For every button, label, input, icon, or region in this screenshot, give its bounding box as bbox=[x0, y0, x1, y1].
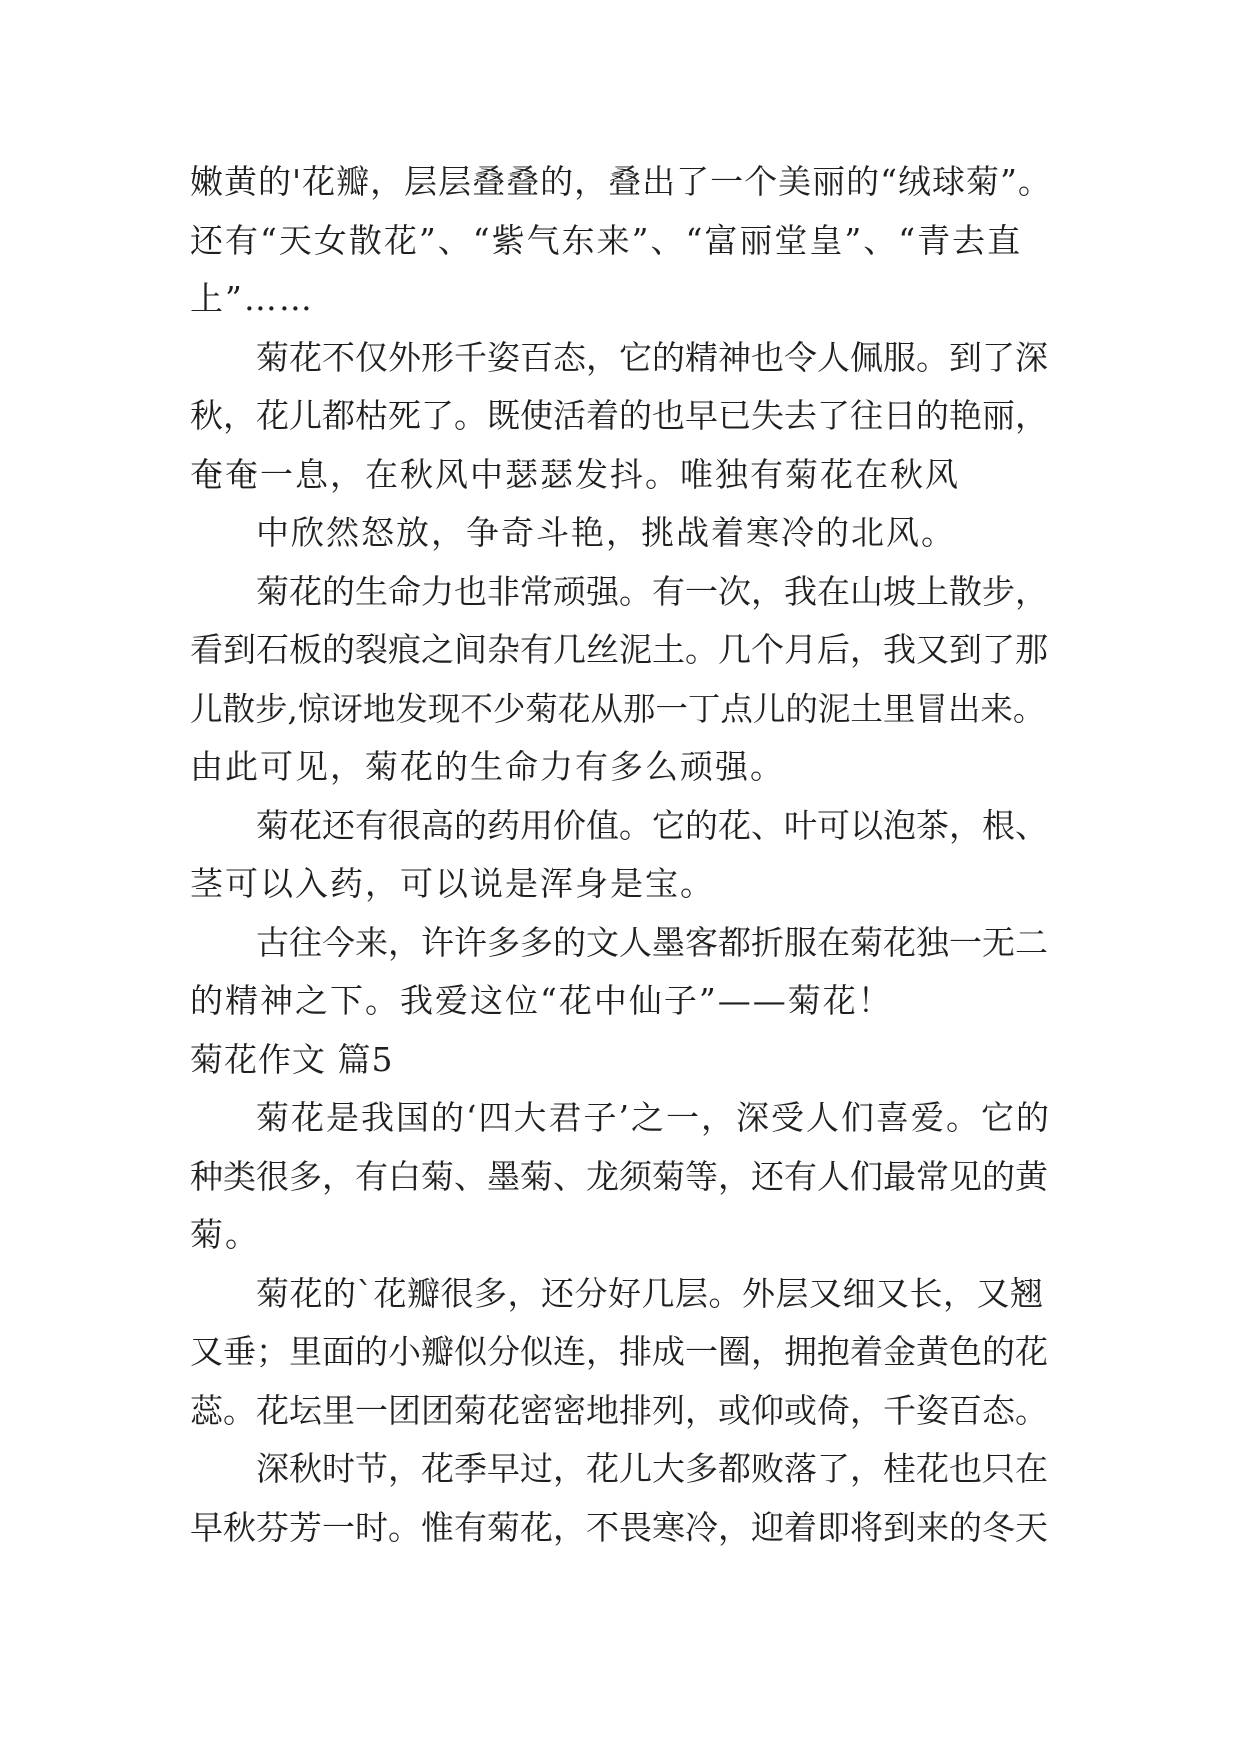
text-line-8: 菊花的生命力也非常顽强。有一次，我在山坡上散步， bbox=[256, 571, 1048, 611]
text-line-17: 菊花是我国的‘四大君子’之一，深受人们喜爱。它的 bbox=[256, 1098, 1051, 1137]
document-body bbox=[190, 160, 1055, 1564]
text-line-23: 深秋时节，花季早过，花儿大多都败落了，桂花也只在 bbox=[256, 1449, 1048, 1488]
text-line-7: 中欣然怒放，争奇斗艳，挑战着寒冷的北风。 bbox=[256, 513, 956, 552]
text-line-1: 嫩黄的'花瓣，层层叠叠的，叠出了一个美丽的“绒球菊”。 bbox=[190, 162, 1052, 201]
text-line-14: 古往今来，许许多多的文人墨客都折服在菊花独一无二 bbox=[256, 922, 1048, 962]
text-line-9: 看到石板的裂痕之间杂有几丝泥土。几个月后，我又到了那 bbox=[190, 630, 1048, 669]
text-line-12: 菊花还有很高的药用价值。它的花、叶可以泡茶，根、 bbox=[256, 805, 1048, 845]
text-line-18: 种类很多，有白菊、墨菊、龙须菊等，还有人们最常见的黄 bbox=[190, 1156, 1048, 1196]
text-line-3: 上”…… bbox=[190, 279, 314, 318]
text-line-15: 的精神之下。我爱这位“花中仙子”——菊花！ bbox=[190, 981, 893, 1020]
text-line-19: 菊。 bbox=[190, 1215, 260, 1254]
text-line-10: 儿散步,惊讶地发现不少菊花从那一丁点儿的泥土里冒出来。 bbox=[190, 689, 1046, 728]
section-heading: 菊花作文 篇5 bbox=[190, 1039, 394, 1079]
text-line-24: 早秋芬芳一时。惟有菊花，不畏寒冷，迎着即将到来的冬天 bbox=[190, 1507, 1048, 1547]
text-line-13: 茎可以入药，可以说是浑身是宝。 bbox=[190, 864, 715, 903]
text-line-20: 菊花的`花瓣很多，还分好几层。外层又细又长，又翘 bbox=[256, 1273, 1044, 1313]
text-line-6: 奄奄一息，在秋风中瑟瑟发抖。唯独有菊花在秋风 bbox=[190, 454, 960, 494]
text-line-2: 还有“天女散花”、“紫气东来”、“富丽堂皇”、“青去直 bbox=[190, 220, 1023, 260]
text-line-11: 由此可见，菊花的生命力有多么顽强。 bbox=[190, 747, 785, 786]
text-line-21: 又垂；里面的小瓣似分似连，排成一圈，拥抱着金黄色的花 bbox=[190, 1332, 1048, 1371]
text-line-5: 秋，花儿都枯死了。既使活着的也早已失去了往日的艳丽， bbox=[190, 396, 1048, 435]
text-line-22: 蕊。花坛里一团团菊花密密地排列，或仰或倚，千姿百态。 bbox=[190, 1390, 1048, 1430]
text-line-4: 菊花不仅外形千姿百态，它的精神也令人佩服。到了深 bbox=[256, 337, 1048, 377]
